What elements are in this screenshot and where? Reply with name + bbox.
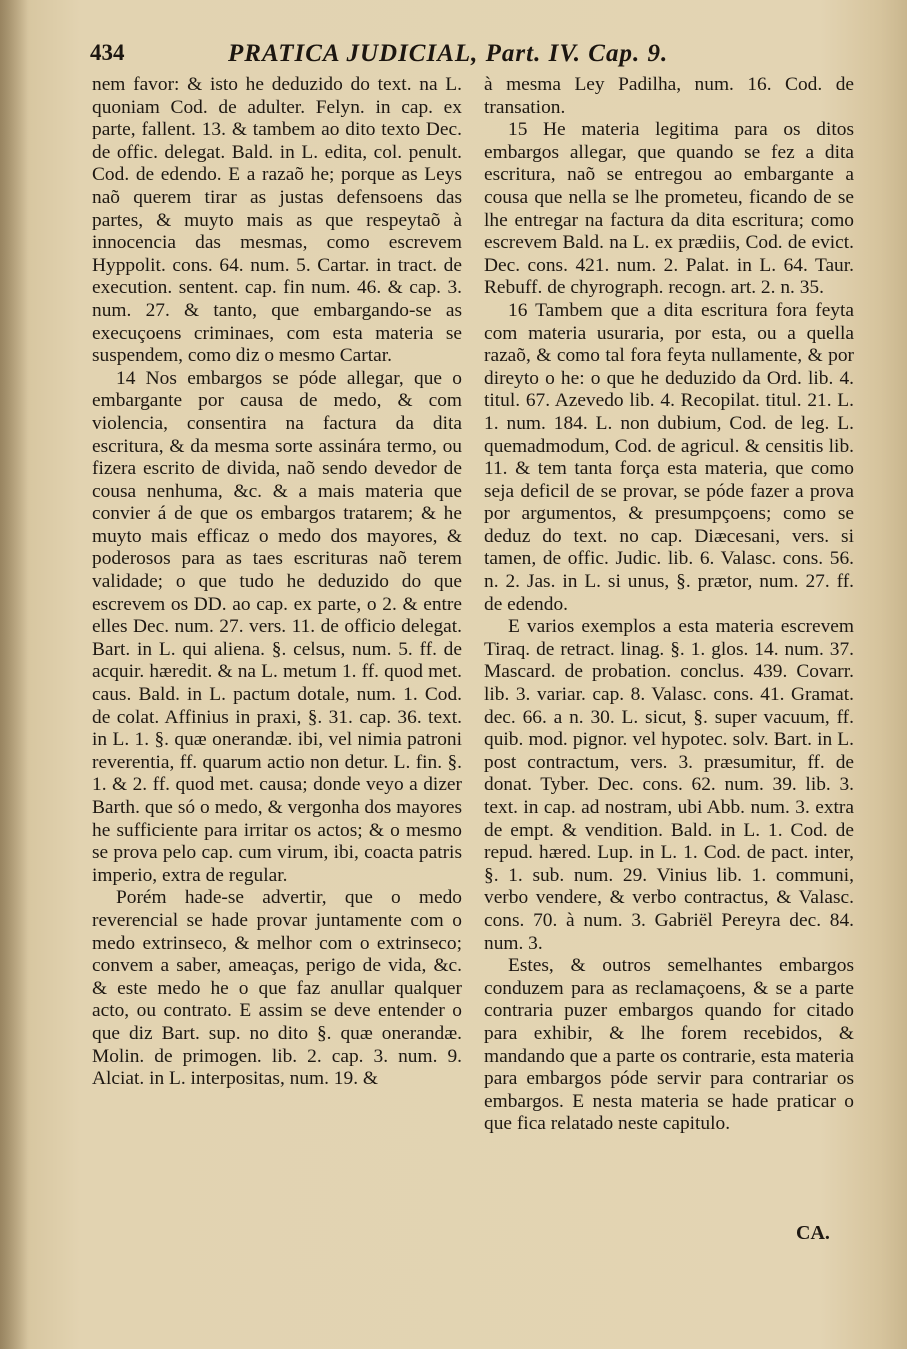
paragraph: E varios exemplos a esta materia escrevem Tiraq. de retract. linag. §. 1. glos. 14. num. 37. Mascard. de probation. conclus. 439. Covarr. lib. 3. variar. cap. 8. Valasc. cons. 41. Gramat. dec. 66. a n. 30. L. sicut, §. super vacuum, ff. quib. mod. pignor. vel hypotec. solv. Bart. in L. post contractum, vers. 3. præsumitur, ff. de donat. Tyber. Dec. cons. 62. num. 39. lib. 3. text. in cap. ad nostram, ubi Abb. num. 3. extra de empt. & vendition. Bald. in L. 1. Cod. de repud. hæred. Lup. in L. 1. Cod. de pact. inter, §. 1. sub. num. 29. Vinius lib. 1. communi, verbo vendere, & verbo contractus, & Valasc. cons. 70. à num. 3. Gabriël Pereyra dec. 84. num. 3. xyxy=(484,616,854,954)
paragraph: Porém hade-se advertir, que o medo reverencial se hade provar juntamente com o medo extrinseco, & melhor com o extrinseco; convem a saber, ameaças, perigo de vida, &c. & este medo he o que faz anullar qualquer acto, ou contrato. E assim se deve entender o que diz Bart. sup. no dito §. quæ onerandæ. Molin. de primogen. lib. 2. cap. 3. num. 9. Alciat. in L. interpositas, num. 19. & xyxy=(92,887,462,1090)
page-number: 434 xyxy=(90,40,125,65)
paragraph: 15 He materia legitima para os ditos embargos allegar, que quando se fez a dita escritura, naõ se entregou ao embargante a cousa que nella se lhe prometeu, ficando de se lhe entregar na factura da dita escritura; como escrevem Bald. na L. ex prædiis, Cod. de evict. Dec. cons. 421. num. 2. Palat. in L. 64. Taur. Rebuff. de chyrograph. recogn. art. 2. n. 35. xyxy=(484,119,854,299)
left-column xyxy=(92,74,462,1091)
right-column xyxy=(484,74,854,1136)
paragraph: nem favor: & isto he deduzido do text. na L. quoniam Cod. de adulter. Felyn. in cap. ex parte, fallent. 13. & tambem ao dito texto Dec. de offic. delegat. Bald. in L. edita, col. penult. Cod. de edendo. E a razaõ he; porque as Leys naõ querem tirar as justas defensoens das partes, & muyto mais as que respeytaõ à innocencia das mesmas, como escrevem Hyppolit. cons. 64. num. 5. Cartar. in tract. de execution. sentent. cap. fin num. 46. & cap. 3. num. 27. & tanto, que embargando-se as execuçoens criminaes, com esta materia se suspendem, como diz o mesmo Cartar. xyxy=(92,74,462,367)
paragraph: à mesma Ley Padilha, num. 16. Cod. de transation. xyxy=(484,74,854,118)
catchword: CA. xyxy=(796,1222,830,1244)
page-header xyxy=(90,40,870,74)
running-title: PRATICA JUDICIAL, Part. IV. Cap. 9. xyxy=(228,40,669,67)
paragraph: 14 Nos embargos se póde allegar, que o embargante por causa de medo, & com violencia, consentira na factura da dita escritura, & da mesma sorte assinára termo, ou fizera escrito de divida, naõ sendo devedor de cousa nenhuma, &c. & a mais materia que convier á de que os embargos tratarem; & he muyto mais efficaz o medo dos mayores, & poderosos para as taes escrituras naõ terem validade; o que tudo he deduzido do que escrevem os DD. ao cap. ex parte, o 2. & entre elles Dec. num. 27. vers. 11. de officio delegat. Bart. in L. qui aliena. §. celsus, num. 5. ff. de acquir. hæredit. & na L. metum 1. ff. quod met. caus. Bald. in L. pactum dotale, num. 1. Cod. de colat. Affinius in praxi, §. 31. cap. 36. text. in L. 1. §. quæ onerandæ. ibi, vel nimia patroni reverentia, ff. quarum actio non detur. L. fin. §. 1. & 2. ff. quod met. causa; donde veyo a dizer Barth. que só o medo, & vergonha dos mayores he sufficiente para irritar os actos; & o mesmo se prova pelo cap. cum virum, ibi, coacta patris imperio, extra de regular. xyxy=(92,367,462,886)
paragraph: 16 Tambem que a dita escritura fora feyta com materia usuraria, por esta, ou a quella razaõ, & como tal fora feyta nullamente, & por direyto o he: o que he deduzido da Ord. lib. 4. titul. 67. Azevedo lib. 4. Recopilat. titul. 21. L. 1. num. 184. L. non dubium, Cod. de leg. L. quemadmodum, Cod. de agricul. & censitis lib. 11. & tem tanta força esta materia, que como seja deficil de se provar, se póde fazer a prova por argumentos, & presumpçoens; como se deduz do text. no cap. Diæcesani, vers. si tamen, de offic. Judic. lib. 6. Valasc. cons. 56. n. 2. Jas. in L. si unus, §. prætor, num. 27. ff. de edendo. xyxy=(484,299,854,615)
gutter-shadow xyxy=(0,0,28,1349)
paragraph: Estes, & outros semelhantes embargos conduzem para as reclamaçoens, & se a parte contraria puzer embargos quando for citado para exhibir, & lhe forem recebidos, & mandando que a parte os contrarie, esta materia para embargos póde servir para contrariar os embargos. E nesta materia se hade praticar o que fica relatado neste capitulo. xyxy=(484,955,854,1135)
